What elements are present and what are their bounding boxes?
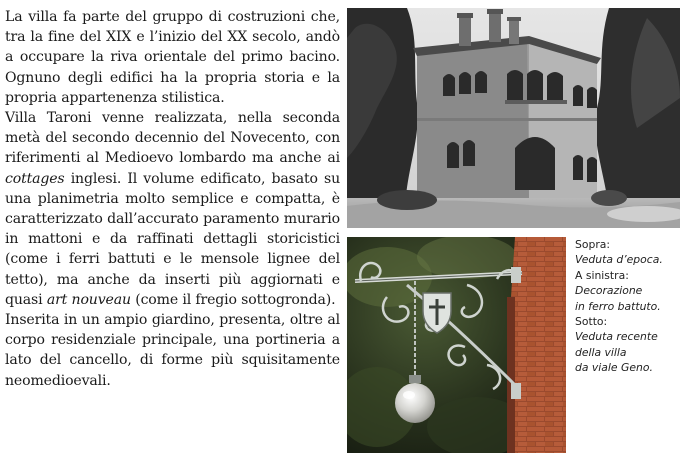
paragraph-1: La villa fa parte del gruppo di costruzioni che, tra la fine del XIX e l’inizio del XX secolo, andò a occupare la riva orientale del primo bacino. Ognuno degli edifici ha la propria storia e la propria appartenenza stilistica. <box>5 9 340 106</box>
emphasis-art-nouveau: art nouveau <box>46 291 131 308</box>
caption-below-text-3: da viale Geno. <box>575 361 653 375</box>
historic-villa-photo <box>347 8 680 228</box>
photo-captions <box>575 237 685 376</box>
wrought-iron-drawing <box>347 237 566 453</box>
paragraph-2 <box>5 108 340 310</box>
caption-left-label: A sinistra: <box>575 268 629 282</box>
caption-left-text-1: Decorazione <box>575 284 643 298</box>
paragraph-3: Inserita in un ampio giardino, presenta, oltre al corpo residenziale principale, una portineria a lato del cancello, di forme più squisitamente neomedioevali. <box>5 312 340 389</box>
historic-villa-drawing <box>347 8 680 228</box>
paragraph-2-part-b: inglesi. Il volume edificato, basato su una planimetria molto semplice e compatta, è caratterizzato dall’accurato paramento murario in mattoni e da raffinati dettagli storicistici (come i ferri battuti e le mensole lignee del tetto), ma anche da inserti più aggiornati e quasi <box>5 170 340 308</box>
article-text <box>5 7 340 391</box>
caption-above-text: Veduta d’epoca. <box>575 253 663 267</box>
emphasis-cottages: cottages <box>5 170 65 187</box>
paragraph-2-part-c: (come il fregio sottogronda). <box>130 291 336 308</box>
caption-below-label: Sotto: <box>575 315 608 329</box>
caption-left-text-2: in ferro battuto. <box>575 299 661 313</box>
caption-above-label: Sopra: <box>575 238 611 251</box>
caption-below-text-1: Veduta recente <box>575 330 658 344</box>
caption-below-text-2: della villa <box>575 345 627 359</box>
wrought-iron-photo <box>347 237 566 453</box>
paragraph-2-part-a: Villa Taroni venne realizzata, nella seconda metà del secondo decennio del Novecento, con riferimenti al Medioevo lombardo ma anche ai <box>5 110 340 167</box>
